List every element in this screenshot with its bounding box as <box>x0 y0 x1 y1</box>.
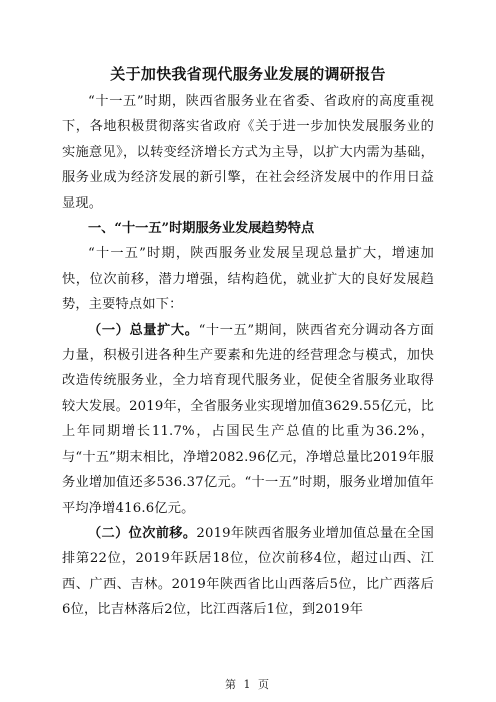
point-1-paragraph <box>62 318 434 521</box>
point-2-paragraph <box>62 521 434 623</box>
document-body <box>62 62 434 623</box>
section-heading: 一、“十一五”时期服务业发展趋势特点 <box>88 221 315 237</box>
point-1-body: “十一五”期间，陕西省充分调动各方面力量，积极引进各种生产要素和先进的经营理念与模式，加快改造传统服务业，全力培育现代服务业，促使全省服务业取得较大发展。2019年，全省服务业实现增加值3629.55亿元，比上年同期增长11.7%，占国民生产总值的比重为36.2%，与“十五”期末相比，净增2082.96亿元，净增总量比2019年服务业增加值还多536.37亿元。“十一五”时期，服务业增加值年平均净增416.6亿元。 <box>62 322 434 516</box>
point-2-body: 2019年陕西省服务业增加值总量在全国排第22位，2019年跃居18位，位次前移4位，超过山西、江西、广西、吉林。2019年陕西省比山西落后5位，比广西落后6位，比吉林落后2位，比江西落后1位，到2019年 <box>62 525 434 618</box>
document-title: 关于加快我省现代服务业发展的调研报告 <box>110 65 386 83</box>
intro-paragraph: “十一五”时期，陕西省服务业在省委、省政府的高度重视下，各地积极贯彻落实省政府《关于进一步加快发展服务业的实施意见》，以转变经济增长方式为主导，以扩大内需为基础，服务业成为经济发展的新引擎，在社会经济发展中的作用日益显现。 <box>62 94 434 211</box>
point-2-lead: （二）位次前移。 <box>88 525 197 541</box>
point-1-lead: （一）总量扩大。 <box>88 322 199 338</box>
section-intro-paragraph: “十一五”时期，陕西服务业发展呈现总量扩大，增速加快，位次前移，潜力增强，结构趋优，就业扩大的良好发展趋势，主要特点如下： <box>62 246 434 313</box>
page-number: 第 1 页 <box>225 678 271 691</box>
